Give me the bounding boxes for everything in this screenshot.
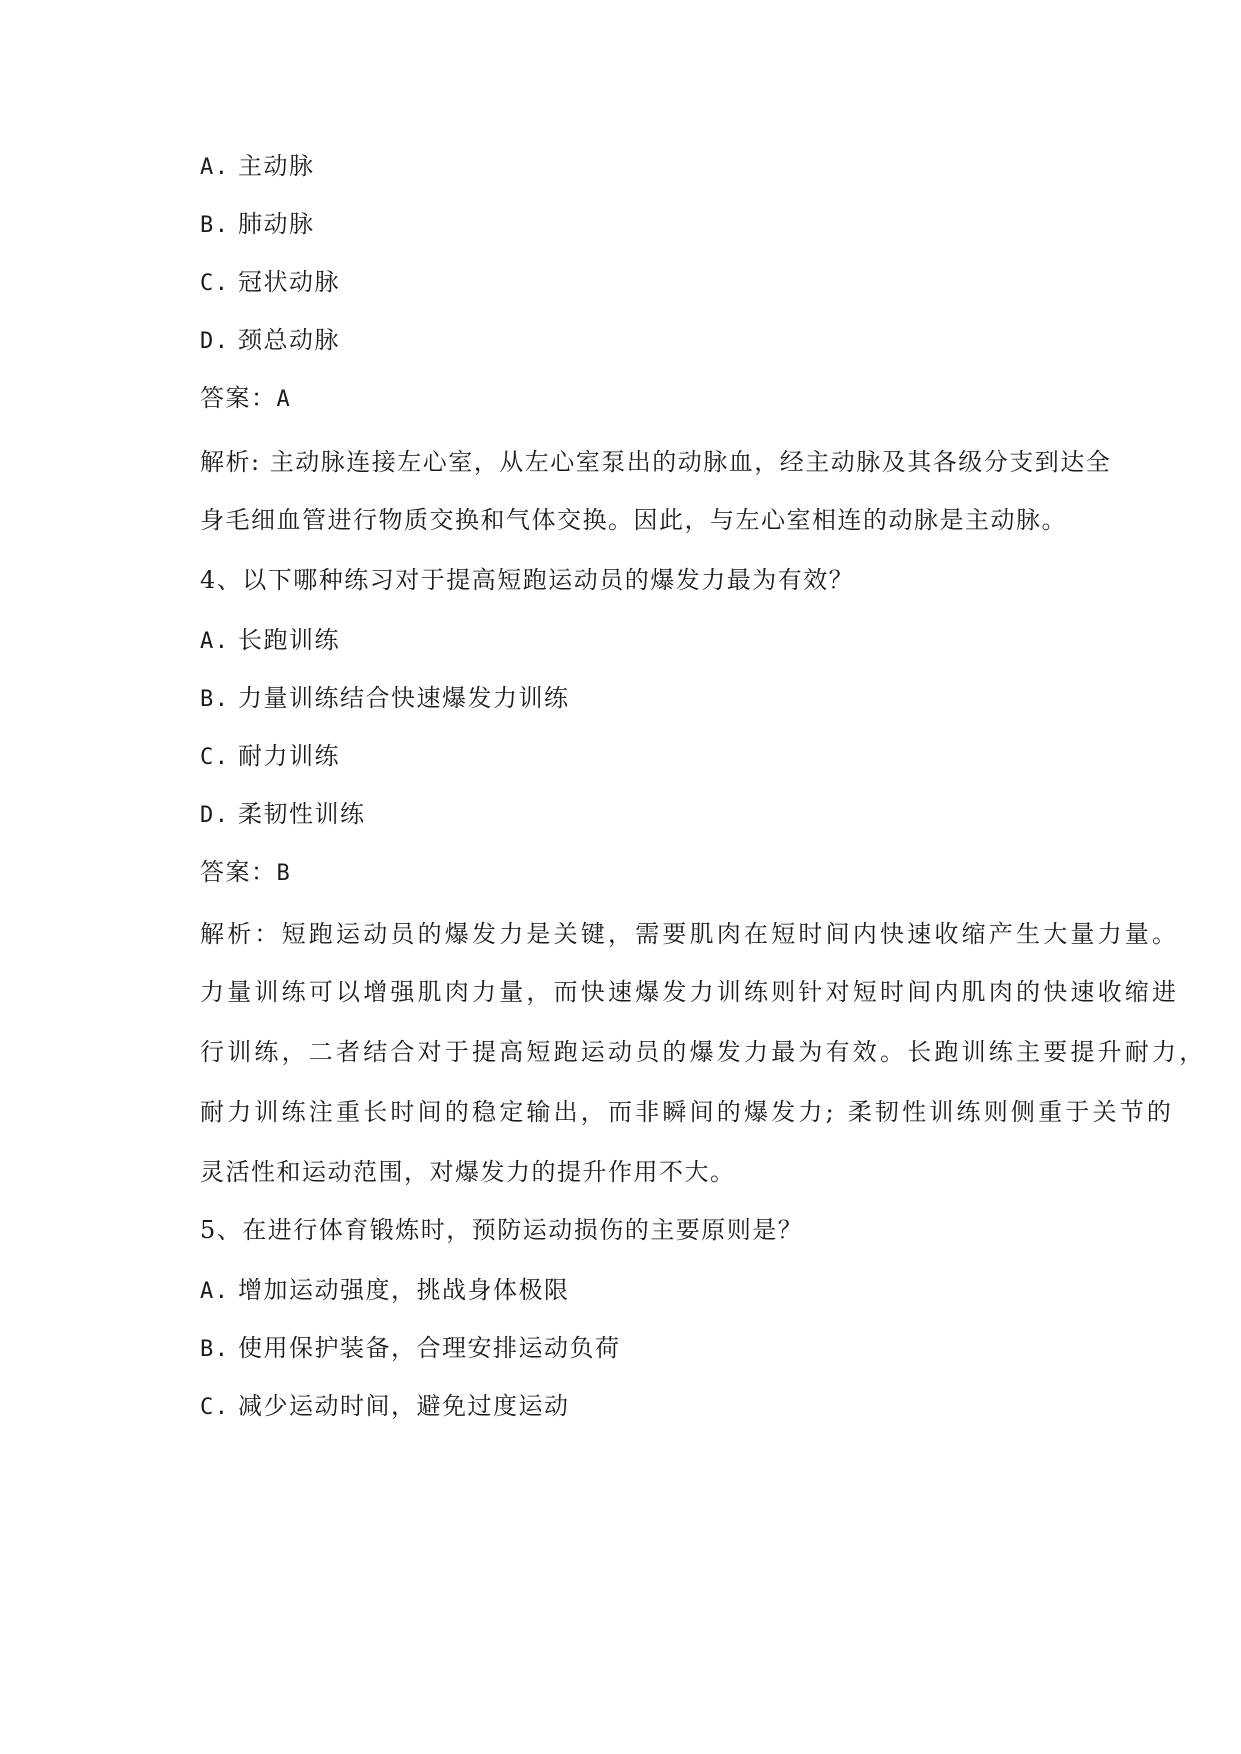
option-text: 颈总动脉 xyxy=(238,326,340,354)
option-text: 柔韧性训练 xyxy=(238,800,366,828)
q3-option-c xyxy=(200,266,1100,300)
q4-option-c xyxy=(200,740,1100,774)
q3-option-d xyxy=(200,324,1100,358)
q3-option-a xyxy=(200,150,1100,184)
option-text: 长跑训练 xyxy=(238,626,340,654)
q5-option-c xyxy=(200,1390,1100,1424)
option-letter: D. xyxy=(200,329,230,354)
option-letter: C. xyxy=(200,1395,230,1420)
q4-analysis-line-3: 行训练，二者结合对于提高短跑运动员的爆发力最为有效。长跑训练主要提升耐力， xyxy=(200,1038,1207,1066)
q3-analysis-line-2: 身毛细血管进行物质交换和气体交换。因此，与左心室相连的动脉是主动脉。 xyxy=(200,506,1067,534)
q5-question: 5、在进行体育锻炼时，预防运动损伤的主要原则是？ xyxy=(200,1216,804,1244)
option-letter: C. xyxy=(200,271,230,296)
q5-option-b xyxy=(200,1332,1100,1366)
q4-analysis-line-1: 解析：短跑运动员的爆发力是关键，需要肌肉在短时间内快速收缩产生大量力量。 xyxy=(200,920,1180,948)
answer-label: 答案： xyxy=(200,384,277,412)
option-text: 主动脉 xyxy=(238,152,315,180)
option-text: 力量训练结合快速爆发力训练 xyxy=(238,684,570,712)
q5-option-a xyxy=(200,1274,1100,1308)
answer-value: A xyxy=(276,387,292,412)
q4-analysis-line-5: 灵活性和运动范围，对爆发力的提升作用不大。 xyxy=(200,1158,736,1186)
q4-option-b xyxy=(200,682,1100,716)
q4-analysis-line-2: 力量训练可以增强肌肉力量，而快速爆发力训练则针对短时间内肌肉的快速收缩进 xyxy=(200,978,1180,1006)
option-text: 使用保护装备，合理安排运动负荷 xyxy=(238,1334,621,1362)
answer-value: B xyxy=(276,861,292,886)
option-letter: A. xyxy=(200,1279,230,1304)
q4-option-a xyxy=(200,624,1100,658)
option-letter: B. xyxy=(200,1337,230,1362)
option-text: 减少运动时间，避免过度运动 xyxy=(238,1392,570,1420)
option-letter: C. xyxy=(200,745,230,770)
option-text: 肺动脉 xyxy=(238,210,315,238)
option-text: 冠状动脉 xyxy=(238,268,340,296)
q3-analysis-line-1: 解析: 主动脉连接左心室，从左心室泵出的动脉血，经主动脉及其各级分支到达全 xyxy=(200,448,1112,476)
q4-question: 4、以下哪种练习对于提高短跑运动员的爆发力最为有效？ xyxy=(200,566,855,594)
option-letter: A. xyxy=(200,629,230,654)
option-letter: B. xyxy=(200,687,230,712)
q4-answer xyxy=(200,856,1100,890)
q3-option-b xyxy=(200,208,1100,242)
option-letter: B. xyxy=(200,213,230,238)
option-letter: D. xyxy=(200,803,230,828)
q3-answer xyxy=(200,382,1100,416)
q4-analysis-line-4: 耐力训练注重长时间的稳定输出，而非瞬间的爆发力; 柔韧性训练则侧重于关节的 xyxy=(200,1098,1175,1126)
option-text: 增加运动强度，挑战身体极限 xyxy=(238,1276,570,1304)
option-text: 耐力训练 xyxy=(238,742,340,770)
option-letter: A. xyxy=(200,155,230,180)
answer-label: 答案： xyxy=(200,858,277,886)
q4-option-d xyxy=(200,798,1100,832)
